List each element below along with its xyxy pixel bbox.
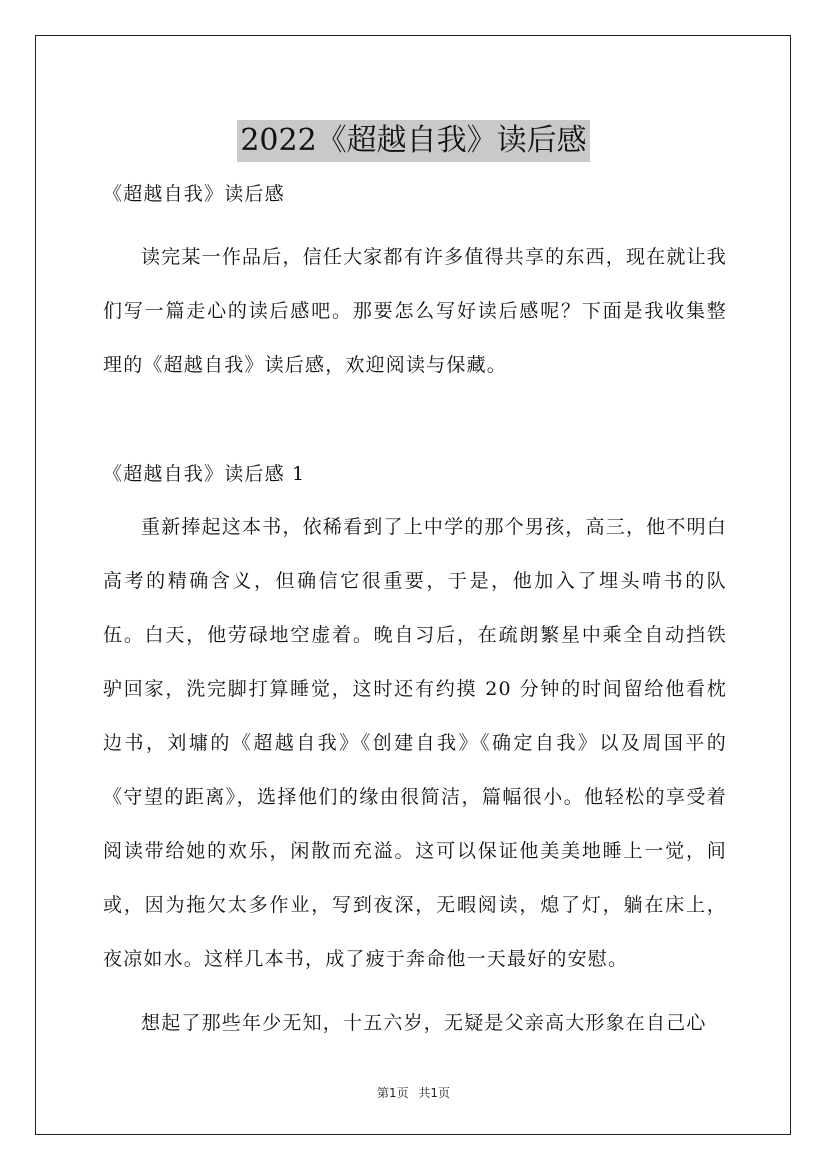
spacer xyxy=(103,986,727,996)
page-total: 共1页 xyxy=(418,1086,451,1100)
document-title: 2022《超越自我》读后感 xyxy=(237,120,589,162)
page-footer xyxy=(0,1084,827,1101)
body-paragraph: 想起了那些年少无知，十五六岁，无疑是父亲高大形象在自己心 xyxy=(141,1012,707,1034)
spacer xyxy=(103,216,727,230)
intro-heading: 《超越自我》读后感 xyxy=(103,183,285,205)
section-heading: 《超越自我》读后感 1 xyxy=(103,463,306,485)
title-container xyxy=(0,100,827,182)
page-number: 第1页 xyxy=(376,1086,409,1100)
spacer xyxy=(103,392,727,452)
intro-paragraph: 读完某一作品后，信任大家都有许多值得共享的东西，现在就让我们写一篇走心的读后感吧。那要怎么写好读后感呢？下面是我收集整理的《超越自我》读后感，欢迎阅读与保藏。 xyxy=(103,246,727,376)
body-paragraph: 重新捧起这本书，依稀看到了上中学的那个男孩，高三，他不明白高考的精确含义，但确信它很重要，于是，他加入了埋头啃书的队伍。白天，他劳碌地空虚着。晚自习后，在疏朗繁星中乘全自动挡铁驴回家，洗完脚打算睡觉，这时还有约摸 20 分钟的时间留给他看枕边书，刘墉的《超越自我》《创建自我》《确定自我》以及周国平的《守望的距离》，选择他们的缘由很简洁，篇幅很小。他轻松的享受着阅读带给她的欢乐，闲散而充溢。这可以保证他美美地睡上一觉，间或，因为拖欠太多作业，写到夜深，无暇阅读，熄了灯，躺在床上，夜凉如水。这样几本书，成了疲于奔命他一天最好的安慰。 xyxy=(103,516,727,970)
document-body xyxy=(103,172,727,1050)
